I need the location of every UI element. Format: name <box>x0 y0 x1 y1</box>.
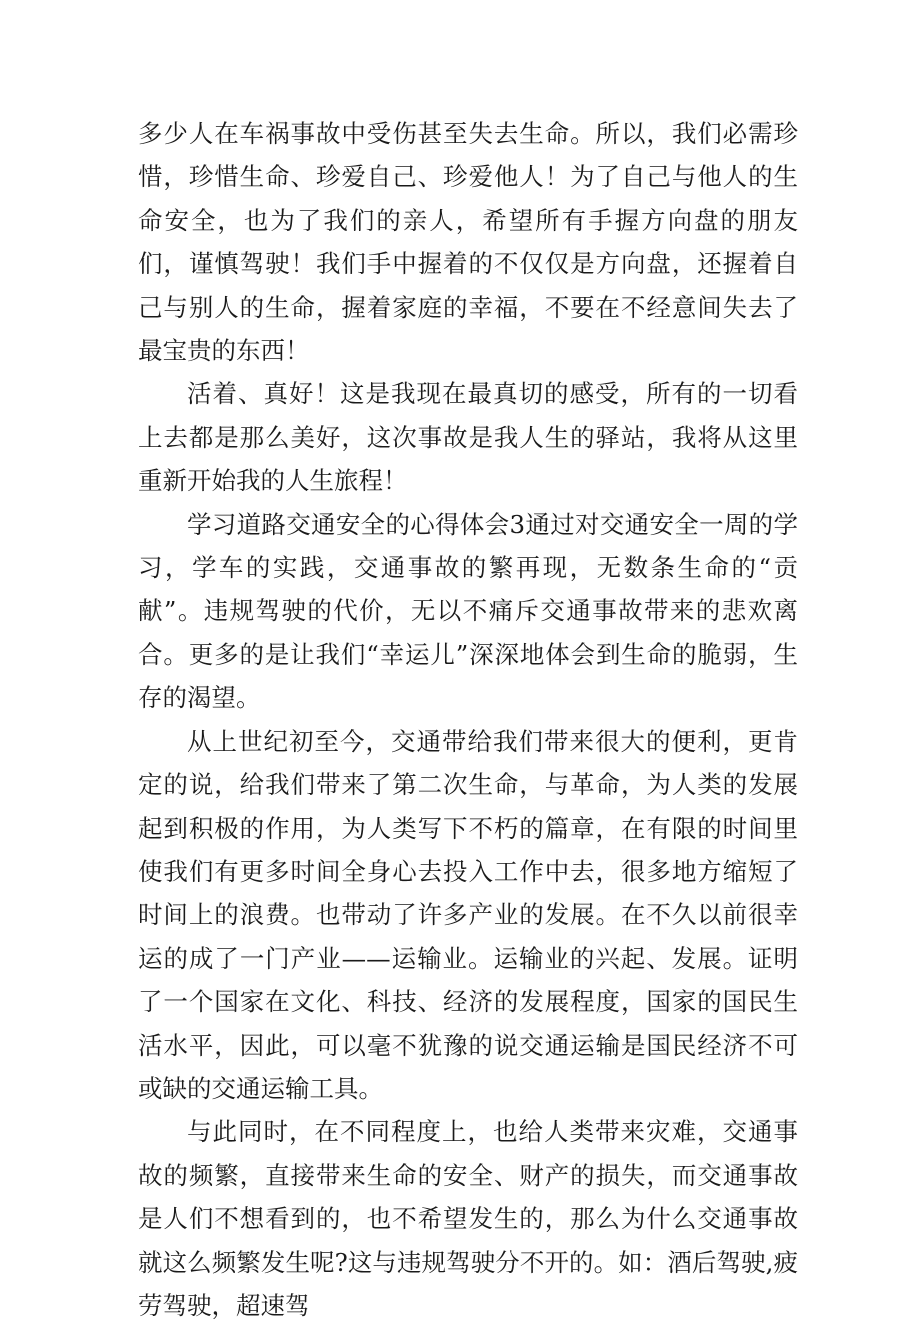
document-page <box>138 112 798 1327</box>
paragraph-5: 与此同时，在不同程度上，也给人类带来灾难，交通事故的频繁，直接带来生命的安全、财产的损失，而交通事故是人们不想看到的，也不希望发生的，那么为什么交通事故就这么频繁发生呢?这与违规驾驶分不开的。如：酒后驾驶,疲劳驾驶，超速驾 <box>138 1117 798 1320</box>
paragraph-4: 从上世纪初至今，交通带给我们带来很大的便利，更肯定的说，给我们带来了第二次生命，与革命，为人类的发展起到积极的作用，为人类写下不朽的篇章，在有限的时间里使我们有更多时间全身心去投入工作中去，很多地方缩短了时间上的浪费。也带动了许多产业的发展。在不久以前很幸运的成了一门产业——运输业。运输业的兴起、发展。证明了一个国家在文化、科技、经济的发展程度，国家的国民生活水平，因此，可以毫不犹豫的说交通运输是国民经济不可或缺的交通运输工具。 <box>138 726 798 1103</box>
paragraph-3: 学习道路交通安全的心得体会3通过对交通安全一周的学习，学车的实践，交通事故的繁再现，无数条生命的“贡献”。违规驾驶的代价，无以不痛斥交通事故带来的悲欢离合。更多的是让我们“幸运儿”深深地体会到生命的脆弱，生存的渴望。 <box>138 509 798 713</box>
paragraph-2: 活着、真好！这是我现在最真切的感受，所有的一切看上去都是那么美好，这次事故是我人生的驿站，我将从这里重新开始我的人生旅程！ <box>138 379 798 496</box>
paragraph-1: 多少人在车祸事故中受伤甚至失去生命。所以，我们必需珍惜，珍惜生命、珍爱自己、珍爱他人！为了自己与他人的生命安全，也为了我们的亲人，希望所有手握方向盘的朋友们，谨慎驾驶！我们手中握着的不仅仅是方向盘，还握着自己与别人的生命，握着家庭的幸福，不要在不经意间失去了最宝贵的东西！ <box>138 119 798 366</box>
